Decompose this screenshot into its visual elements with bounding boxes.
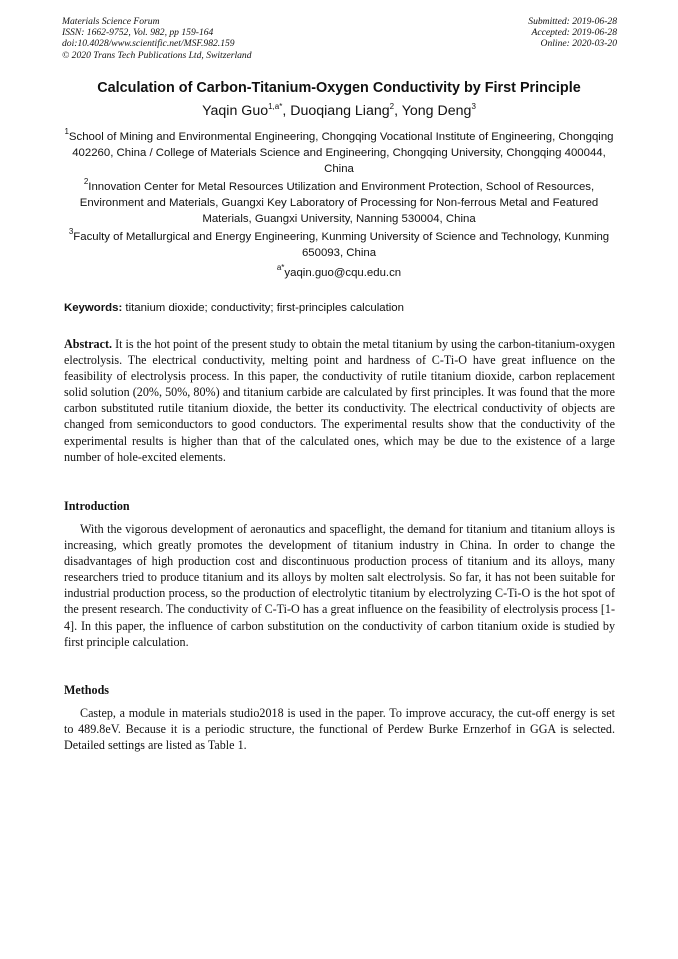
journal-issn: ISSN: 1662-9752, Vol. 982, pp 159-164 — [62, 27, 214, 39]
author-separator: , — [282, 103, 291, 119]
affiliation-mark: 3 — [68, 227, 74, 236]
author-separator: , — [394, 103, 402, 119]
affiliation-mark: 1 — [64, 127, 69, 136]
author-affiliation-mark: 3 — [471, 102, 476, 111]
affiliation-1 — [58, 127, 620, 177]
author-name: Yong Deng — [401, 103, 472, 119]
methods-paragraph: Castep, a module in materials studio2018 is used in the paper. To improve accuracy, the cut-off energy is set to 489.8eV. Because it is a periodic structure, the functional of Perdew Burke Ernzerhof in GGA is selected. Detailed settings are listed as Table 1. — [64, 706, 615, 753]
email-mark: a* — [276, 263, 285, 272]
author-affiliation-mark: 2 — [389, 102, 395, 111]
journal-name: Materials Science Forum — [62, 16, 160, 27]
journal-info — [62, 16, 252, 61]
author-list — [20, 103, 658, 119]
affiliation-text: Faculty of Metallurgical and Energy Engineering, Kunming University of Science and Technology, Kunming 650093, China — [73, 231, 610, 259]
introduction-heading: Introduction — [64, 499, 130, 513]
accepted-date: Accepted: 2019-06-28 — [531, 27, 617, 39]
author-name: Duoqiang Liang — [290, 103, 390, 119]
affiliation-3 — [58, 227, 620, 262]
affiliation-2 — [58, 177, 620, 227]
affiliation-text: Innovation Center for Metal Resources Utilization and Environment Protection, School of Resources, Environment and Materials, Guangxi Key Laboratory of Processing for Non-ferrous Metal and Featured Materials, Guangxi University, Nanning 530004, China — [79, 181, 599, 225]
author-name: Yaqin Guo — [202, 103, 269, 119]
introduction-paragraph: With the vigorous development of aeronautics and spaceflight, the demand for titanium and titanium alloys is increasing, which greatly promotes the development of titanium industry in China. In order to change the disadvantages of high production cost and discontinuous production process of titanium and its alloys, many researchers tried to produce titanium and its alloys by molten salt electrolysis. So far, it has not been suitable for industrial production process, so the production of electrolytic titanium by electrolyzing C-Ti-O is the hot spot of the present research. The conductivity of C-Ti-O has a great influence on the feasibility of electrolysis process [1-4]. In this paper, the influence of carbon substitution on the conductivity of carbon titanium oxide is studied by first principle calculation. — [64, 522, 615, 649]
keywords-text: titanium dioxide; conductivity; first-principles calculation — [125, 302, 404, 314]
email-address[interactable]: yaqin.guo@cqu.edu.cn — [284, 267, 402, 279]
paper-title: Calculation of Carbon-Titanium-Oxygen Conductivity by First Principle — [97, 80, 581, 96]
methods-heading: Methods — [64, 683, 110, 697]
keywords-label: Keywords: — [64, 302, 123, 314]
keywords — [64, 302, 618, 314]
abstract-text: It is the hot point of the present study to obtain the metal titanium by using the carbon-titanium-oxygen electrolysis. The electrical conductivity, melting point and hardness of C-Ti-O have great influence on the feasibility of electrolysis process. In this paper, the conductivity of rutile titanium dioxide, carbon replacement solid solution (20%, 50%, 80%) and titanium carbide are calculated by first principles. It was found that the more carbon substituted rutile titanium dioxide, the better its conductivity. The electrical conductivity of objects are changed from semiconductors to good conductors. The experimental results show that the conductivity of the experimental results is higher than that of the calculated ones, which may be due to the existence of a large number of hole-excited elements. — [64, 337, 615, 464]
abstract — [64, 336, 615, 465]
submitted-date: Submitted: 2019-06-28 — [528, 16, 617, 27]
affiliation-mark: 2 — [83, 177, 89, 186]
author-affiliation-mark: 1,a* — [268, 102, 283, 111]
corresponding-email — [20, 263, 658, 279]
journal-doi[interactable]: doi:10.4028/www.scientific.net/MSF.982.159 — [62, 38, 235, 50]
publication-dates — [528, 16, 617, 50]
abstract-label: Abstract. — [64, 337, 113, 351]
online-date: Online: 2020-03-20 — [540, 38, 617, 50]
affiliation-text: School of Mining and Environmental Engineering, Chongqing Vocational Institute of Engineering, Chongqing 402260, China / College of Materials Science and Engineering, Chongqing University, Chongqing 400044, China — [68, 131, 614, 175]
journal-copyright: © 2020 Trans Tech Publications Ltd, Switzerland — [62, 49, 252, 61]
journal-header — [62, 16, 617, 61]
